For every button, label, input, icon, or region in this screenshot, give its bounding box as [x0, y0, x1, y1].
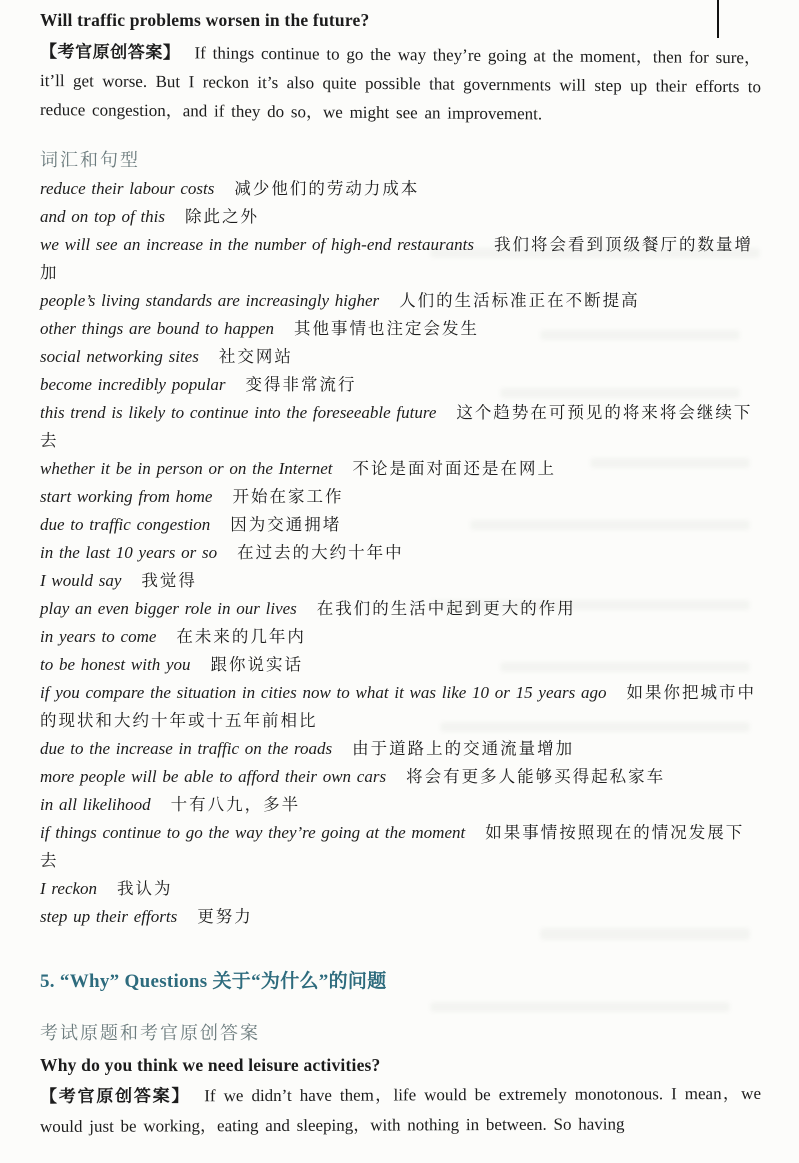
vocab-entry-english: this trend is likely to continue into the foreseeable future [40, 403, 437, 422]
vocab-entry-english: I would say [40, 571, 122, 590]
vocab-entry-english: whether it be in person or on the Internet [40, 459, 333, 478]
answer-label: 【考官原创答案】 [40, 1086, 191, 1106]
vocab-entry-chinese: 我认为 [117, 879, 173, 898]
vocab-entry-english: social networking sites [40, 347, 199, 366]
vocab-entry [40, 399, 761, 455]
vocab-entry-english: if you compare the situation in cities now to what it was like 10 or 15 years ago [40, 683, 607, 702]
vocab-entry [40, 343, 761, 371]
section-5-subheading: 考试原题和考官原创答案 [40, 1023, 260, 1043]
vocab-section-heading: 词汇和句型 [40, 150, 140, 170]
vocab-entry-chinese: 在未来的几年内 [176, 627, 306, 646]
vocab-entry [40, 371, 761, 399]
vocab-entry [40, 735, 761, 763]
vocab-entry-english: due to traffic congestion [40, 515, 211, 534]
vocab-entry [40, 231, 761, 287]
vocab-entry-english: more people will be able to afford their own cars [40, 767, 387, 786]
vocab-entry-chinese: 这个趋势在可预见的将来将会继续下去 [40, 403, 753, 450]
vocab-entry-chinese: 更努力 [197, 907, 253, 926]
question-heading-leisure: Why do you think we need leisure activities? [40, 1055, 381, 1075]
vocab-entry [40, 315, 761, 343]
vocab-entry-chinese: 将会有更多人能够买得起私家车 [406, 767, 666, 786]
vocab-entry [40, 819, 761, 875]
vocab-entry-chinese: 变得非常流行 [245, 375, 357, 394]
vocab-entry [40, 651, 761, 679]
examiner-answer-leisure [40, 1079, 761, 1142]
vocab-entry [40, 595, 761, 623]
examiner-answer-traffic [40, 37, 761, 130]
vocab-entry-chinese: 减少他们的劳动力成本 [234, 179, 420, 198]
section-5-heading: 5. “Why” Questions 关于“为什么”的问题 [40, 971, 387, 992]
vocab-entry-english: play an even bigger role in our lives [40, 599, 297, 618]
vocab-entry-english: in the last 10 years or so [40, 543, 218, 562]
vocab-entry-english: reduce their labour costs [40, 179, 215, 198]
vocab-entry-english: to be honest with you [40, 655, 191, 674]
answer-label: 【考官原创答案】 [40, 42, 181, 63]
vocab-entry-english: start working from home [40, 487, 213, 506]
answer-text: If things continue to go the way they’re going at the moment，then for sure，it’ll get worse. But I reckon it’s also quite possible that governments will step up their efforts to reduce congestion，and if they do so，we might see an improvement. [40, 43, 761, 124]
answer-text: If we didn’t have them，life would be extremely monotonous. I mean，we would just be working，eating and sleeping，with nothing in between. So having [40, 1083, 761, 1136]
vocab-entry-chinese: 由于道路上的交通流量增加 [352, 739, 575, 758]
vocab-entry-english: and on top of this [40, 207, 166, 226]
vocab-entry-english: in years to come [40, 627, 157, 646]
vocab-entry [40, 623, 761, 651]
vocab-entry-chinese: 除此之外 [185, 207, 260, 226]
vocab-entry-english: I reckon [40, 879, 98, 898]
vocab-entry-chinese: 其他事情也注定会发生 [294, 319, 479, 338]
vocab-entry [40, 791, 761, 819]
vocab-entry-chinese: 不论是面对面还是在网上 [352, 459, 556, 478]
vocab-entry [40, 679, 761, 735]
vocab-entry [40, 455, 761, 483]
vocab-entry [40, 287, 761, 315]
vocab-entry-chinese: 人们的生活标准正在不断提高 [399, 291, 640, 310]
vocab-entry [40, 511, 761, 539]
vocab-entry-chinese: 跟你说实话 [210, 655, 303, 674]
vocab-entry-english: due to the increase in traffic on the roads [40, 739, 333, 758]
vocab-list [40, 175, 761, 931]
vocab-entry [40, 763, 761, 791]
vocab-entry [40, 175, 761, 203]
vocab-entry-english: other things are bound to happen [40, 319, 274, 338]
vocab-entry-english: become incredibly popular [40, 375, 226, 394]
vocab-entry-chinese: 开始在家工作 [232, 487, 344, 506]
vocab-entry-chinese: 如果事情按照现在的情况发展下去 [40, 823, 745, 870]
vocab-entry-english: in all likelihood [40, 795, 151, 814]
vocab-entry-english: people’s living standards are increasingly higher [40, 291, 380, 310]
vocab-entry-chinese: 我觉得 [141, 571, 197, 590]
vocab-entry [40, 539, 761, 567]
question-heading-traffic: Will traffic problems worsen in the future? [40, 10, 370, 30]
vocab-entry-chinese: 社交网站 [218, 347, 293, 366]
vocab-entry [40, 903, 761, 931]
vocab-entry-chinese: 我们将会看到顶级餐厅的数量增加 [40, 235, 753, 282]
vocab-entry-chinese: 在过去的大约十年中 [237, 543, 404, 562]
vocab-entry-chinese: 如果你把城市中的现状和大约十年或十五年前相比 [40, 683, 756, 730]
vocab-entry-chinese: 因为交通拥堵 [230, 515, 342, 534]
vocab-entry-chinese: 十有八九，多半 [170, 795, 301, 814]
vocab-entry [40, 483, 761, 511]
vocab-entry-english: we will see an increase in the number of high-end restaurants [40, 235, 474, 254]
vocab-entry [40, 203, 761, 231]
vocab-entry [40, 875, 761, 903]
vocab-entry [40, 567, 761, 595]
vocab-entry-english: step up their efforts [40, 907, 178, 926]
vocab-entry-english: if things continue to go the way they’re going at the moment [40, 823, 466, 842]
vocab-entry-chinese: 在我们的生活中起到更大的作用 [316, 599, 576, 618]
